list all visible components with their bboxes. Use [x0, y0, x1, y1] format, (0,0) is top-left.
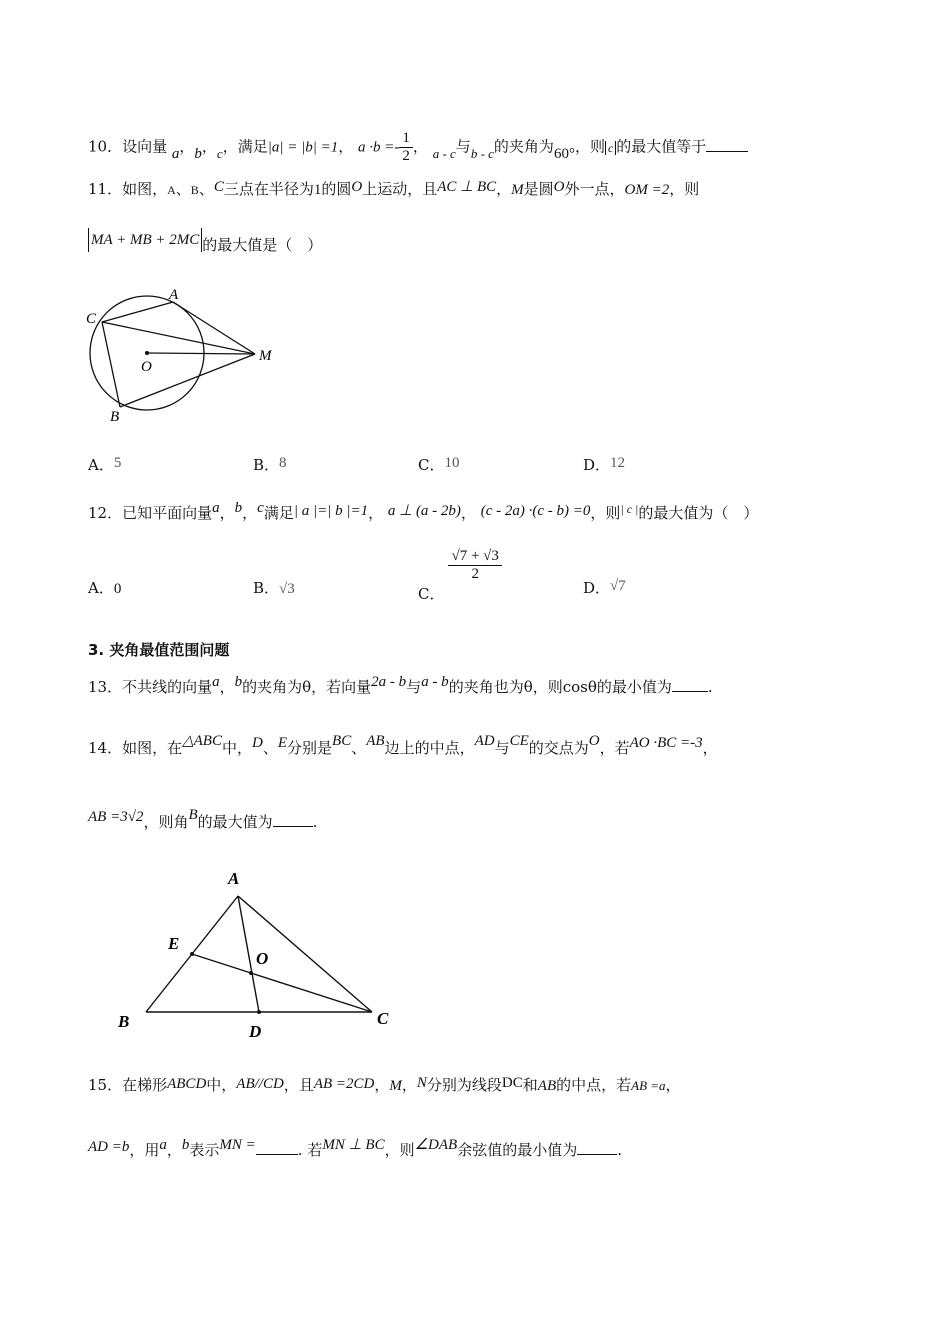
vector-b: b: [234, 674, 243, 690]
segment-CE: CE: [509, 733, 529, 749]
q15-number: 15．: [88, 1076, 123, 1094]
label-B: B: [110, 409, 120, 425]
option-letter: A．: [88, 579, 114, 597]
triangle-ABC: △ABC: [182, 733, 222, 749]
separator: 、: [262, 739, 278, 757]
fraction-denominator: 2: [402, 148, 410, 164]
label-A: A: [228, 869, 240, 888]
b-minus-c: b - c: [470, 145, 494, 161]
q11-line: 11．如图，A、B、C三点在半径为1的圆O上运动，且AC ⊥ BC，M是圆O外一点，OM =2，则: [88, 179, 700, 198]
q15-text: . 若: [297, 1141, 323, 1159]
vector-c: c: [216, 145, 223, 161]
option-value: √7: [610, 578, 626, 594]
q11-text: 外一点，: [564, 180, 625, 198]
label-O: O: [141, 359, 152, 375]
fraction-denominator: 2: [471, 566, 479, 582]
norm-condition: |a| = |b| =1: [267, 139, 339, 156]
q14-text: 的最大值为: [197, 813, 273, 831]
q13-text: 的夹角也为θ，则: [448, 678, 563, 696]
side-AB: AB: [366, 733, 385, 749]
q12-option-c[interactable]: [418, 548, 502, 603]
q11-option-b[interactable]: [253, 454, 287, 475]
fraction-numerator: √7 + √3: [448, 548, 501, 566]
q12-text: 满足: [263, 504, 294, 522]
point-M: M: [511, 182, 524, 198]
q14-text: 如图，在: [122, 739, 183, 757]
q10-number: 10．: [88, 137, 123, 156]
vector-b: b: [194, 145, 202, 162]
q14-text: 的交点为: [528, 739, 589, 757]
period: .: [707, 678, 713, 696]
norm-c: | c |: [620, 502, 639, 516]
vector-a: a: [212, 674, 220, 690]
cos-theta: cosθ: [562, 678, 597, 696]
q15-text: ，且: [283, 1076, 314, 1094]
q15-text: 分别为线段: [426, 1076, 502, 1094]
q10-text: 设向量: [122, 137, 168, 156]
q14-triangle-figure: [110, 862, 410, 1042]
ab-length: AB =3√2: [88, 809, 144, 825]
q11-circle-figure: [80, 282, 280, 427]
q15-text: 中，: [206, 1076, 237, 1094]
segment-CM: [102, 322, 255, 354]
option-value: √3: [279, 581, 295, 597]
condition-1: | a |=| b |=1: [293, 503, 369, 519]
segment-AB: AB: [537, 1078, 557, 1094]
vector-2a-b: 2a - b: [371, 674, 407, 690]
condition-3: (c - 2a) ·(c - b) =0: [480, 503, 591, 519]
dot-condition: a ·b =-: [358, 139, 400, 156]
label-D: D: [249, 1022, 262, 1041]
q12-option-d[interactable]: [583, 577, 626, 598]
answer-blank[interactable]: [672, 691, 708, 692]
option-value: 8: [279, 455, 287, 471]
point-N: N: [416, 1075, 427, 1091]
q12-text: 的最大值为（ ）: [638, 504, 759, 522]
fraction-half: [399, 130, 413, 165]
option-value: 5: [113, 455, 122, 471]
option-letter: D．: [583, 456, 611, 474]
q15-line-2: AD =b，用a，b表示MN = . 若MN ⊥ BC，则∠DAB余弦值的最小值为 .: [88, 1137, 622, 1159]
q11-text: 的圆: [321, 180, 352, 198]
q14-line-2: [88, 807, 318, 832]
q10-text: 的夹角为: [493, 137, 554, 156]
vector-b: b: [181, 1137, 190, 1153]
q12-option-a[interactable]: [88, 577, 121, 598]
label-M: M: [259, 348, 272, 364]
parallel-condition: AB//CD: [236, 1076, 284, 1092]
segment-CA: [102, 302, 173, 322]
trapezoid-ABCD: ABCD: [167, 1076, 207, 1092]
ab-equals-a: AB =a: [631, 1078, 666, 1093]
mn-equals: MN =: [219, 1137, 256, 1153]
perp-condition: MN ⊥ BC: [322, 1137, 385, 1153]
q10-line: 10．设向量 a，b，c，满足|a| = |b| =1， a ·b =- $\frac{1}{2}$ ， a - c与b - c的夹角为60°，则 c 的最大值等于: [88, 130, 748, 165]
label-C: C: [377, 1009, 389, 1028]
q11-text: 如图，: [122, 180, 168, 198]
dot-condition: AO ·BC =-3: [629, 735, 703, 751]
option-value: 0: [113, 581, 122, 597]
option-letter: B．: [253, 579, 280, 597]
option-value: 12: [610, 455, 626, 471]
q15-text: ，则: [384, 1141, 415, 1159]
q15-line: 15．在梯形ABCD中，AB//CD，且AB =2CD，M，N分别为线段DC和AB的中点，若AB =a，: [88, 1075, 681, 1094]
comma: ，: [702, 739, 718, 757]
period: .: [312, 813, 318, 831]
segment-CB: [102, 322, 120, 407]
ad-equals-b: AD =b: [88, 1139, 130, 1155]
fraction-numerator: 1: [399, 130, 413, 148]
q11-text: 上运动，且: [362, 180, 438, 198]
condition-2: a ⊥ (a - 2b): [387, 503, 461, 519]
median-CE: [192, 954, 372, 1012]
comma: ，: [665, 1076, 681, 1094]
norm-c: c: [605, 141, 616, 155]
label-B: B: [118, 1012, 130, 1031]
q14-text: 与: [494, 739, 510, 757]
q15-text: 的中点，若: [556, 1076, 632, 1094]
answer-blank-1[interactable]: [256, 1154, 298, 1155]
point-D: D: [252, 735, 263, 751]
label-C: C: [86, 311, 97, 327]
point-M: M: [389, 1078, 402, 1094]
radius-one: 1: [313, 182, 322, 198]
point-E: E: [277, 735, 288, 751]
segment-AM: [173, 302, 255, 354]
point-D-dot: [257, 1010, 261, 1014]
ab-2cd: AB =2CD: [313, 1076, 375, 1092]
q10-text: 与: [455, 137, 471, 156]
vector-expression: MA + MB + 2MC: [88, 228, 202, 252]
comma: ，: [374, 1076, 390, 1094]
label-E: E: [168, 934, 180, 953]
point-O-dot: [249, 971, 253, 975]
q14-text: 中，: [221, 739, 252, 757]
q10-text: 的最大值等于: [616, 137, 707, 156]
answer-blank[interactable]: [273, 826, 313, 827]
q15-text: 表示: [189, 1141, 220, 1159]
q15-text: ，用: [129, 1141, 160, 1159]
option-letter: A．: [88, 456, 114, 474]
q11-text: 的最大值是（ ）: [202, 236, 323, 254]
answer-blank[interactable]: [706, 151, 748, 152]
circle-O: O: [351, 179, 363, 195]
center-point: [145, 351, 149, 355]
q11-option-a[interactable]: [88, 454, 121, 475]
q13-text: 与: [406, 678, 422, 696]
point-B: B: [190, 183, 199, 197]
segment-AD: AD: [474, 733, 495, 749]
q13-number: 13．: [88, 678, 123, 696]
angle-60: 60°: [553, 145, 575, 162]
vector-c: c: [257, 500, 264, 516]
label-O: O: [256, 949, 269, 968]
a-minus-c: a - c: [432, 145, 456, 161]
label-A: A: [169, 287, 179, 303]
vector-a: a: [171, 145, 180, 162]
vector-b: b: [234, 500, 243, 516]
option-letter: D．: [583, 579, 611, 597]
q13-line: 13．不共线的向量a，b的夹角为θ，若向量2a - b与a - b的夹角也为θ，则cosθ的最小值为 .: [88, 674, 713, 696]
q11-option-c[interactable]: [418, 454, 459, 475]
point-O: O: [588, 733, 600, 749]
q13-text: 的夹角为θ，若向量: [242, 678, 372, 696]
period: .: [617, 1141, 622, 1159]
segment-OM: [147, 353, 255, 354]
option-letter: C．: [418, 456, 445, 474]
perp-condition: AC ⊥ BC: [437, 179, 497, 195]
option-letter: C．: [418, 584, 445, 603]
section-heading: 3. 夹角最值范围问题: [88, 641, 230, 659]
circle-O: O: [553, 179, 565, 195]
q15-text: 和: [522, 1076, 538, 1094]
om-condition: OM =2: [624, 182, 670, 198]
q14-line: [88, 733, 718, 758]
q11-text: 是圆: [523, 180, 554, 198]
q15-text: 余弦值的最小值为: [457, 1141, 578, 1159]
q11-text: 三点在半径为: [223, 180, 314, 198]
q14-text: 边上的中点，: [384, 739, 475, 757]
q13-text: 的最小值为: [596, 678, 672, 696]
option-value: 10: [444, 455, 460, 471]
q14-text: ，若: [599, 739, 630, 757]
q12-text: 已知平面向量: [122, 504, 213, 522]
q11-line-2: [88, 234, 322, 255]
q13-text: 不共线的向量: [122, 678, 213, 696]
point-E-dot: [190, 952, 194, 956]
q12-line: 12．已知平面向量a，b，c满足| a |=| b |=1， a ⊥ (a - 2b)， (c - 2a) ·(c - b) =0，则$^{| c |}$的最大值为（ ）: [88, 500, 759, 522]
point-C: C: [213, 179, 224, 195]
q15-text: 在梯形: [122, 1076, 168, 1094]
vector-a: a: [159, 1137, 167, 1153]
point-A: A: [167, 183, 176, 197]
q12-number: 12．: [88, 504, 123, 522]
answer-blank-2[interactable]: [577, 1154, 617, 1155]
q14-text: ，则角: [143, 813, 189, 831]
q12-option-b[interactable]: [253, 577, 295, 598]
segment-DC: DC: [501, 1075, 523, 1091]
vector-a-b: a - b: [421, 674, 449, 690]
fraction-option-c: [448, 548, 501, 583]
q10-text: ，满足: [222, 137, 268, 156]
q10-text: ，则: [574, 137, 605, 156]
q11-number: 11．: [88, 180, 123, 198]
q14-number: 14．: [88, 739, 123, 757]
q12-text: ，则: [590, 504, 621, 522]
vector-a: a: [212, 500, 220, 516]
option-letter: B．: [253, 456, 280, 474]
angle-DAB: ∠DAB: [414, 1137, 458, 1153]
side-BC: BC: [332, 733, 352, 749]
q14-text: 分别是: [287, 739, 333, 757]
separator: 、: [351, 739, 367, 757]
angle-B: B: [188, 807, 198, 823]
q11-option-d[interactable]: [583, 454, 625, 475]
q11-text: ，则: [669, 180, 700, 198]
